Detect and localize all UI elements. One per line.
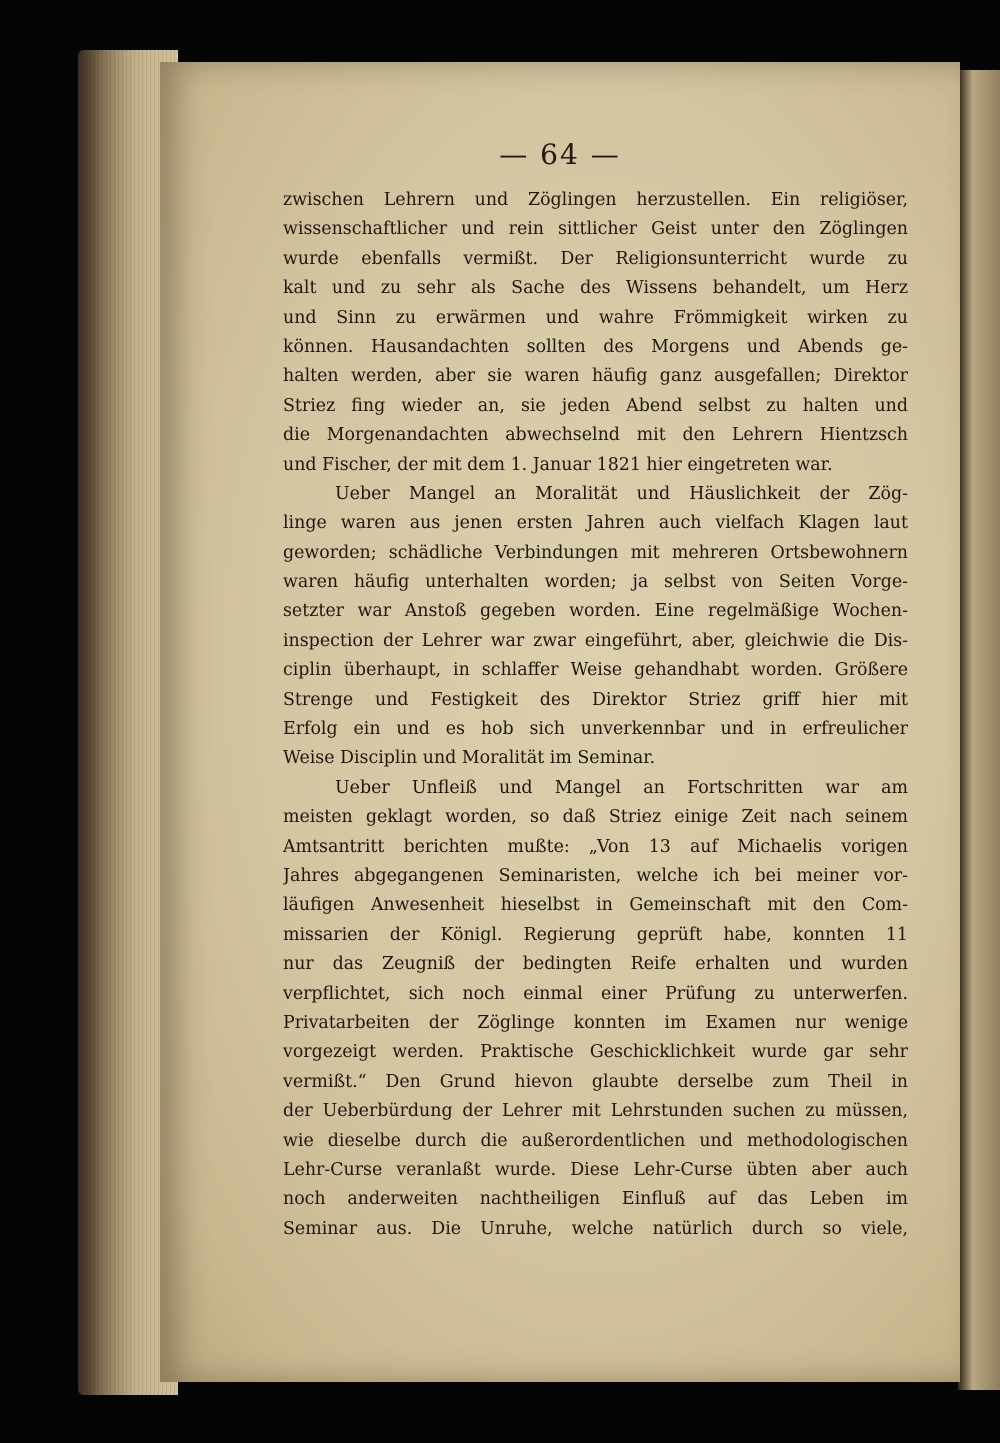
text-line: läufigen Anwesenheit hieselbst in Gemeinschaft mit den Com- <box>283 895 908 916</box>
text-line: Erfolg ein und es hob sich unverkennbar und in erfreulicher <box>283 719 908 740</box>
text-line: meisten geklagt worden, so daß Striez einige Zeit nach seinem <box>283 807 908 828</box>
text-line: kalt und zu sehr als Sache des Wissens behandelt, um Herz <box>283 278 908 299</box>
text-line: halten werden, aber sie waren häufig ganz ausgefallen; Direktor <box>283 366 908 387</box>
facing-page-edge <box>958 70 1000 1390</box>
text-line: Lehr-Curse veranlaßt wurde. Diese Lehr-Curse übten aber auch <box>283 1159 908 1180</box>
text-line: nur das Zeugniß der bedingten Reife erhalten und wurden <box>283 954 908 975</box>
text-line: Amtsantritt berichten mußte: „Von 13 auf Michaelis vorigen <box>283 836 908 857</box>
text-line: waren häufig unterhalten worden; ja selbst von Seiten Vorge- <box>283 572 908 593</box>
text-line: und Fischer, der mit dem 1. Januar 1821 hier eingetreten war. <box>283 454 833 475</box>
text-line: geworden; schädliche Verbindungen mit mehreren Ortsbewohnern <box>283 542 908 563</box>
text-line: die Morgenandachten abwechselnd mit den Lehrern Hientzsch <box>283 425 908 446</box>
text-line: Strenge und Festigkeit des Direktor Striez griff hier mit <box>283 689 908 710</box>
text-line: Jahres abgegangenen Seminaristen, welche ich bei meiner vor- <box>283 865 908 886</box>
text-line: verpflichtet, sich noch einmal einer Prüfung zu unterwerfen. <box>283 983 908 1004</box>
text-line: setzter war Anstoß gegeben worden. Eine regelmäßige Wochen- <box>283 601 908 622</box>
body-text <box>283 186 908 1244</box>
text-line: wurde ebenfalls vermißt. Der Religionsunterricht wurde zu <box>283 248 908 269</box>
text-line: Weise Disciplin und Moralität im Seminar. <box>283 748 656 769</box>
text-line: wissenschaftlicher und rein sittlicher Geist unter den Zöglingen <box>283 219 908 240</box>
text-line: vorgezeigt werden. Praktische Geschicklichkeit wurde gar sehr <box>283 1042 908 1063</box>
text-line: missarien der Königl. Regierung geprüft habe, konnten 11 <box>283 924 908 945</box>
text-line: ciplin überhaupt, in schlaffer Weise gehandhabt worden. Größere <box>283 660 908 681</box>
text-line: und Sinn zu erwärmen und wahre Frömmigkeit wirken zu <box>283 307 908 328</box>
text-line: noch anderweiten nachtheiligen Einfluß auf das Leben im <box>283 1189 908 1210</box>
text-line: Ueber Unfleiß und Mangel an Fortschritten war am <box>335 777 908 798</box>
text-line: vermißt.“ Den Grund hievon glaubte derselbe zum Theil in <box>283 1071 908 1092</box>
text-line: können. Hausandachten sollten des Morgens und Abends ge- <box>283 336 908 357</box>
text-line: zwischen Lehrern und Zöglingen herzustellen. Ein religiöser, <box>283 190 908 210</box>
text-line: wie dieselbe durch die außerordentlichen und methodologischen <box>283 1130 908 1151</box>
text-line: der Ueberbürdung der Lehrer mit Lehrstunden suchen zu müssen, <box>283 1101 908 1122</box>
text-line: Seminar aus. Die Unruhe, welche natürlich durch so viele, <box>283 1218 908 1239</box>
text-line: inspection der Lehrer war zwar eingeführt, aber, gleichwie die Dis- <box>283 630 908 651</box>
text-line: linge waren aus jenen ersten Jahren auch vielfach Klagen laut <box>283 513 908 534</box>
text-line: Privatarbeiten der Zöglinge konnten im Examen nur wenige <box>283 1012 908 1033</box>
text-line: Striez fing wieder an, sie jeden Abend selbst zu halten und <box>283 395 908 416</box>
text-line: Ueber Mangel an Moralität und Häuslichkeit der Zög- <box>335 483 908 504</box>
page-number: — 64 — <box>499 138 621 171</box>
